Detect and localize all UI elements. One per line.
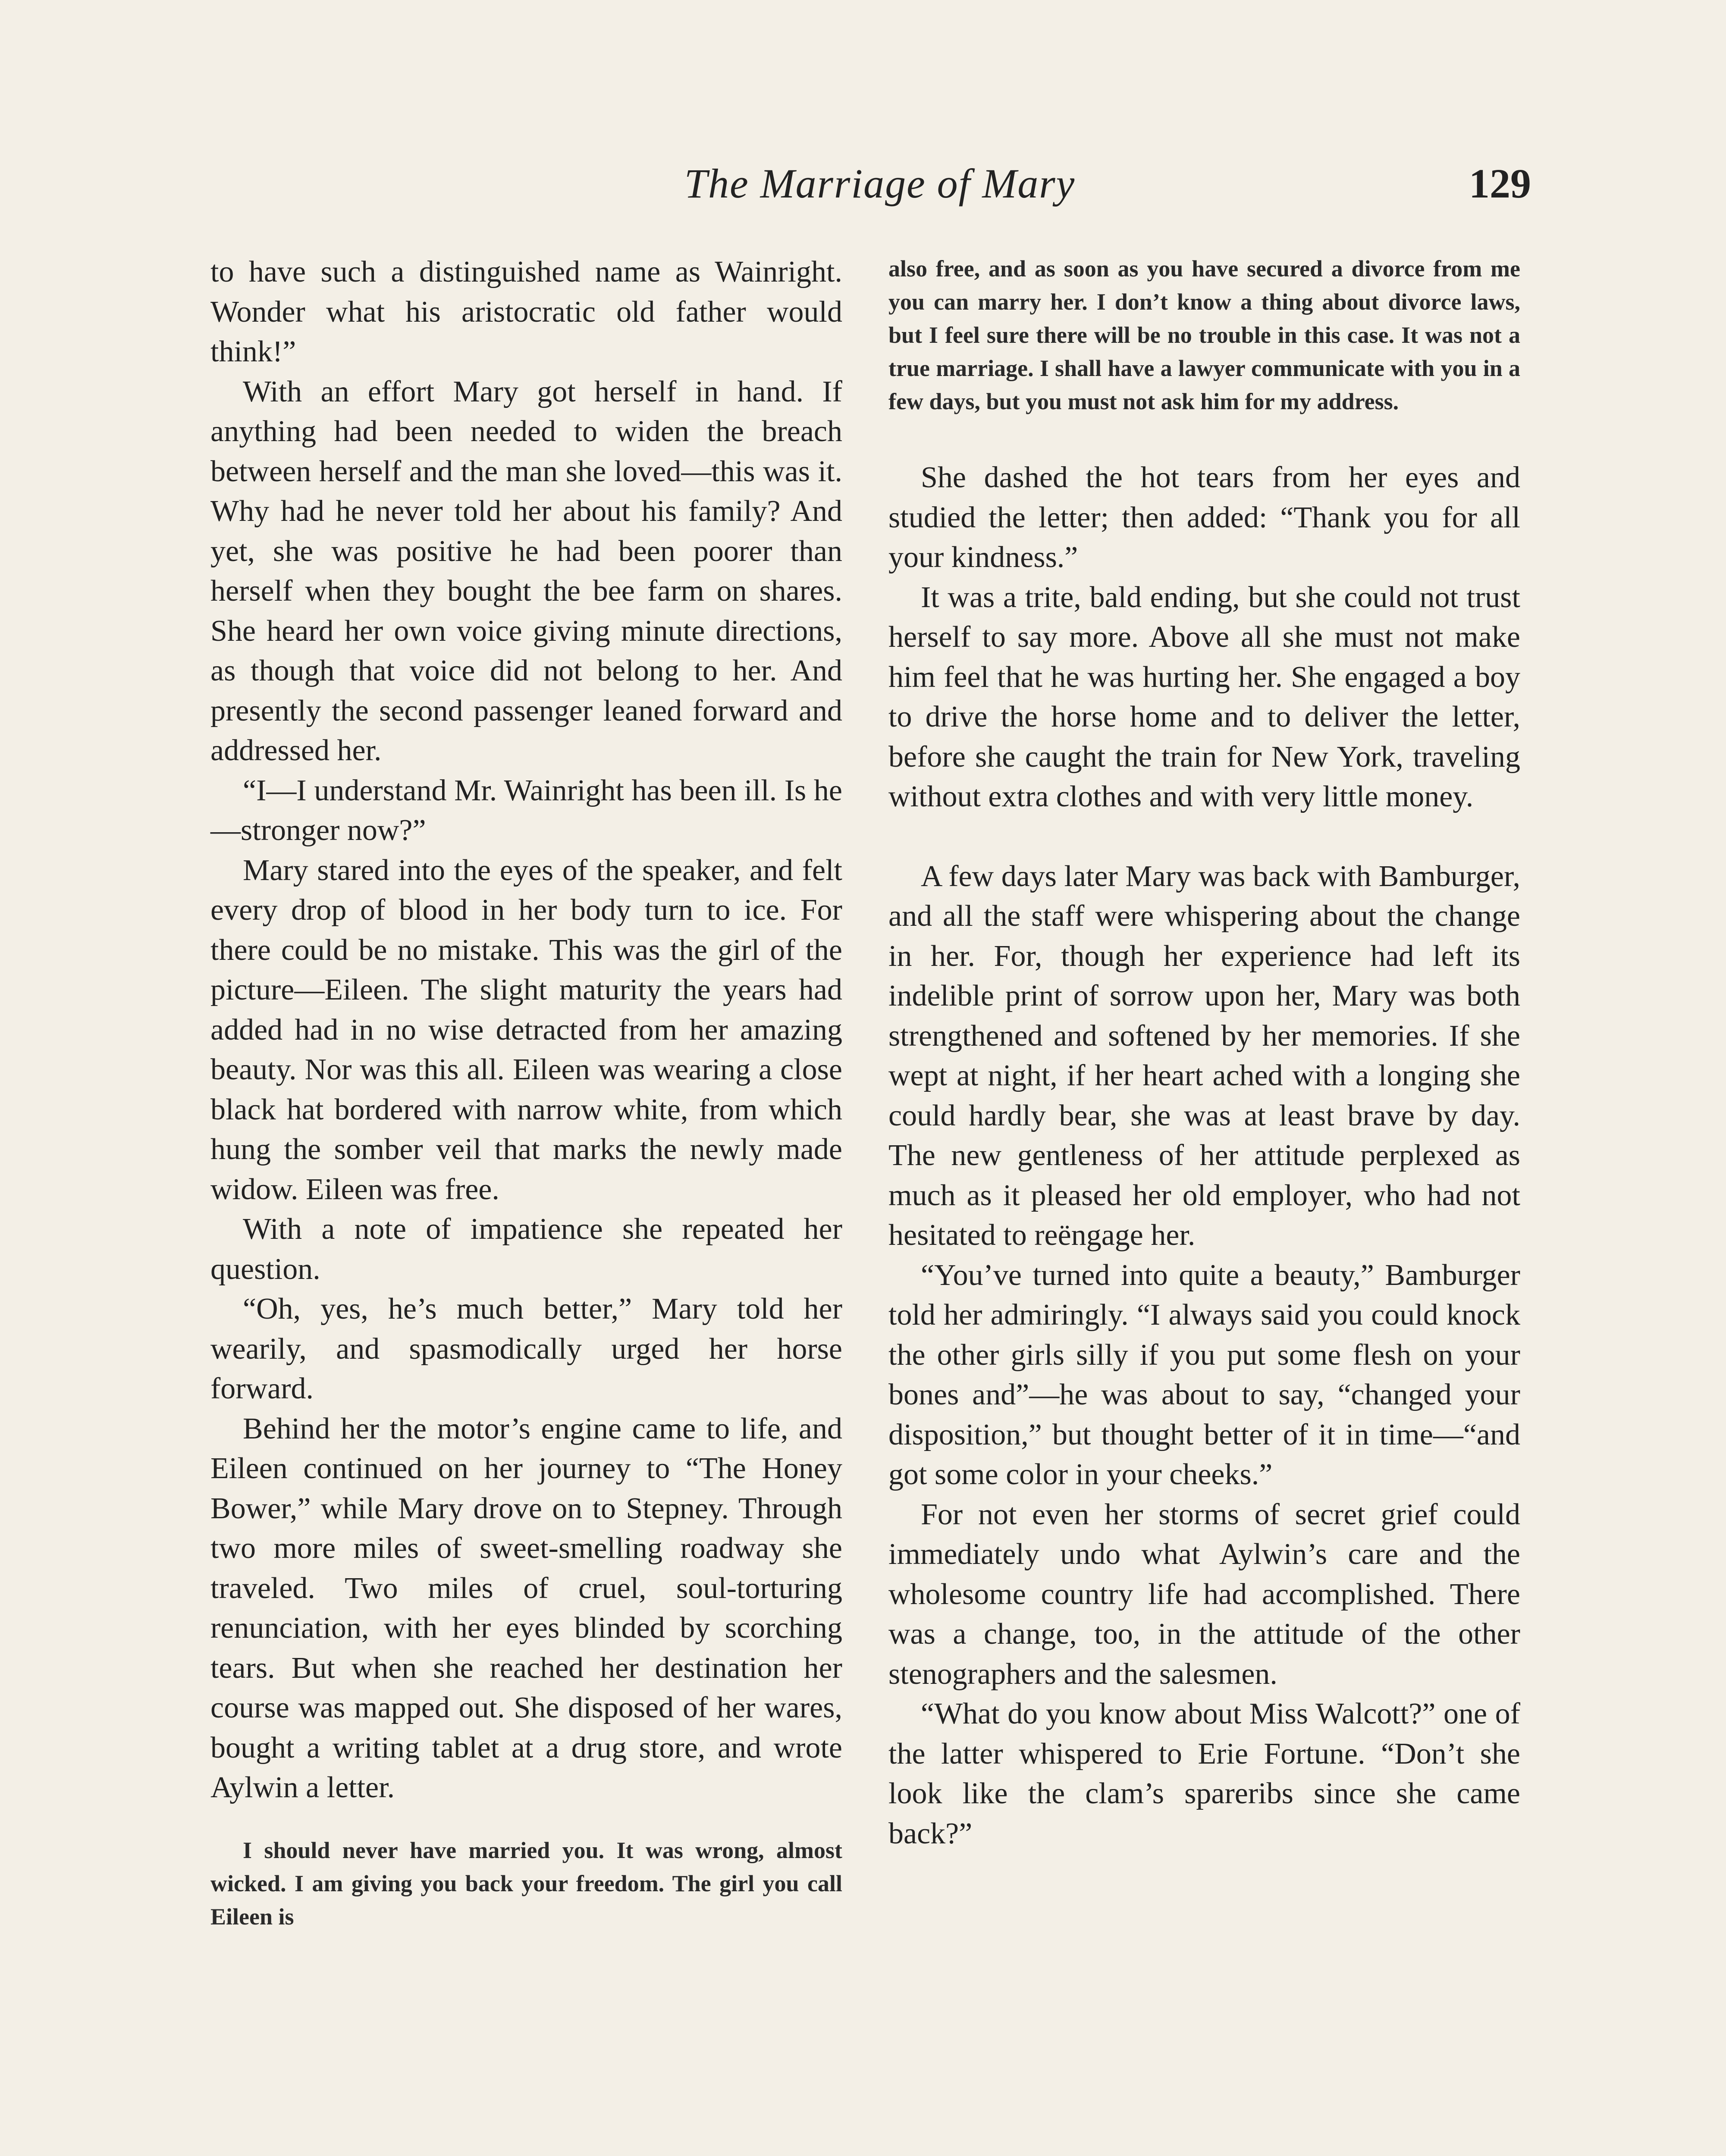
page-number: 129 <box>1469 160 1531 207</box>
running-title: The Marriage of Mary <box>684 160 1076 207</box>
paragraph: to have such a distinguished name as Wainright. Wonder what his aristocratic old father would think!” <box>210 255 842 368</box>
paragraph: With an effort Mary got herself in hand. If anything had been needed to widen the breach between herself and the man she loved—this was it. Why had he never told her about his family? And yet, she was positive he had been poorer than herself when they bought the bee farm on shares. She heard her own voice giving minute directions, as though that voice did not belong to her. And presently the second passenger leaned forward and addressed her. <box>210 375 842 767</box>
letter-excerpt: also free, and as soon as you have secured a divorce from me you can marry her. I don’t know a thing about divorce laws, but I feel sure there will be no trouble in this case. It was not a true marriage. I shall have a lawyer communicate with you in a few days, but you must not ask him for my address. <box>888 256 1520 414</box>
paragraph: “Oh, yes, he’s much better,” Mary told her wearily, and spasmodically urged her horse forward. <box>210 1292 842 1405</box>
left-column <box>210 252 842 1934</box>
paragraph: A few days later Mary was back with Bamburger, and all the staff were whispering about the change in her. For, though her experience had left its indelible print of sorrow upon her, Mary was both strengthened and softened by her memories. If she wept at night, if her heart ached with a longing she could hardly bear, she was at least brave by day. The new gentleness of her attitude perplexed as much as it pleased her old employer, who had not hesitated to reëngage her. <box>888 859 1520 1252</box>
paragraph: “I—I understand Mr. Wainright has been ill. Is he—stronger now?” <box>210 774 842 847</box>
paragraph: For not even her storms of secret grief could immediately undo what Aylwin’s care and the wholesome country life had accomplished. There was a change, too, in the attitude of the other stenographers and the salesmen. <box>888 1498 1520 1691</box>
letter-excerpt: I should never have married you. It was wrong, almost wicked. I am giving you back your freedom. The girl you call Eileen is <box>210 1837 842 1930</box>
paragraph: With a note of impatience she repeated her question. <box>210 1213 842 1286</box>
paragraph: “What do you know about Miss Walcott?” one of the latter whispered to Erie Fortune. “Don’t she look like the clam’s spareribs since she came back?” <box>888 1697 1520 1850</box>
paragraph: Behind her the motor’s engine came to life, and Eileen continued on her journey to “The Honey Bower,” while Mary drove on to Stepney. Through two more miles of sweet-smelling roadway she traveled. Two miles of cruel, soul-torturing renunciation, with her eyes blinded by scorching tears. But when she reached her destination her course was mapped out. She disposed of her wares, bought a writing tablet at a drug store, and wrote Aylwin a letter. <box>210 1412 842 1804</box>
paragraph: It was a trite, bald ending, but she could not trust herself to say more. Above all she must not make him feel that he was hurting her. She engaged a boy to drive the horse home and to deliver the letter, before she caught the train for New York, traveling without extra clothes and with very little money. <box>888 580 1520 813</box>
paragraph: “You’ve turned into quite a beauty,” Bamburger told her admiringly. “I always said you could knock the other girls silly if you put some flesh on your bones and”—he was about to say, “changed your disposition,” but thought better of it in time—“and got some color in your cheeks.” <box>888 1258 1520 1491</box>
right-column <box>888 252 1520 1854</box>
paragraph: She dashed the hot tears from her eyes and studied the letter; then added: “Thank you for all your kindness.” <box>888 461 1520 574</box>
paragraph: Mary stared into the eyes of the speaker, and felt every drop of blood in her body turn to ice. For there could be no mistake. This was the girl of the picture—Eileen. The slight maturity the years had added had in no wise detracted from her amazing beauty. Nor was this all. Eileen was wearing a close black hat bordered with narrow white, from which hung the somber veil that marks the newly made widow. Eileen was free. <box>210 853 842 1206</box>
